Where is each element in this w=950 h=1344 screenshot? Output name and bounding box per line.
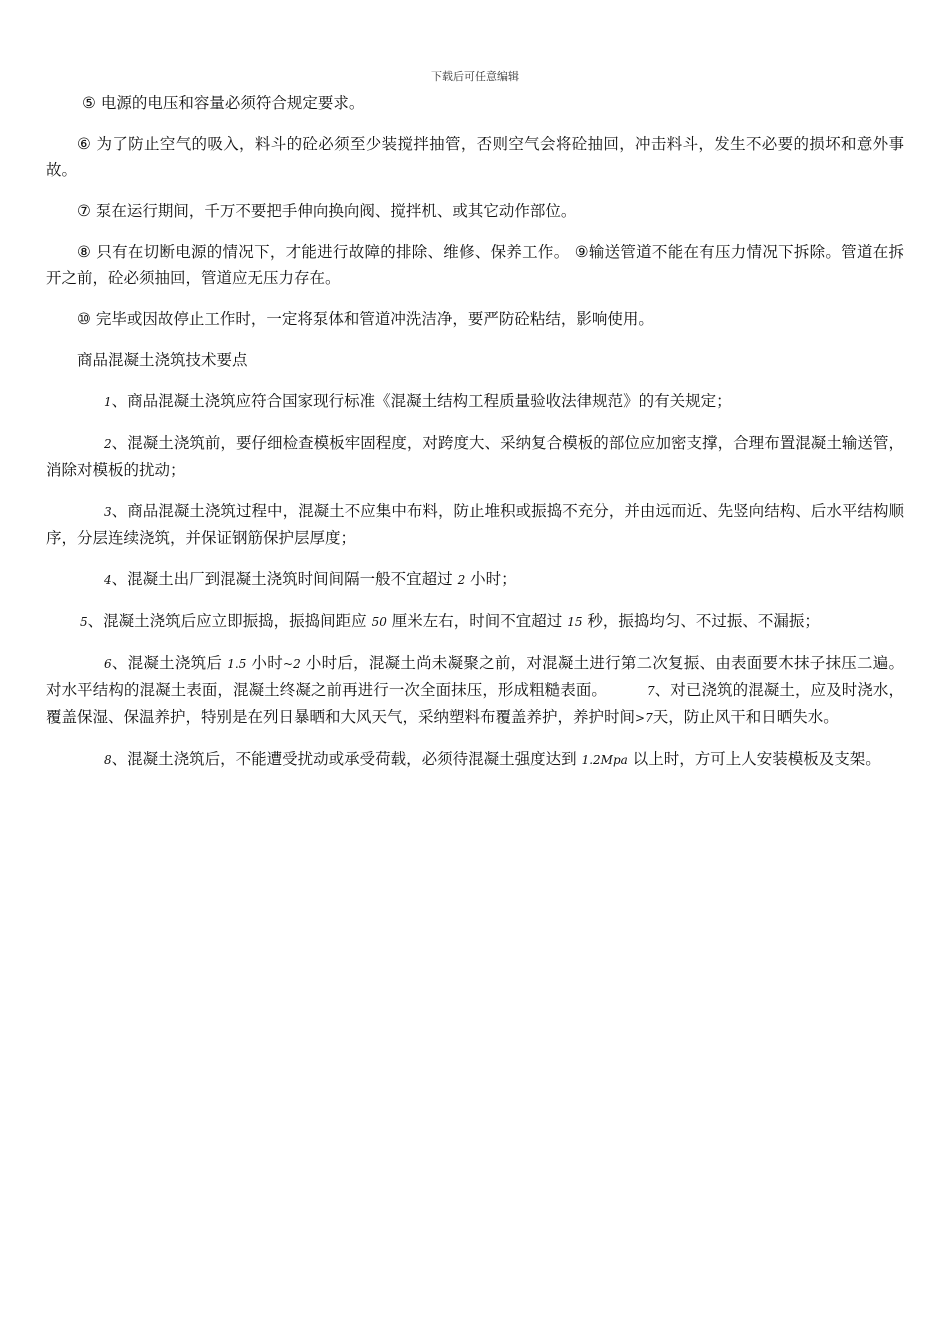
point-2 (46, 430, 904, 483)
point-text: 、混凝土出厂到混凝土浇筑时间间隔一般不宜超过 (111, 570, 458, 588)
point-text: 天，防止风干和日晒失水。 (652, 708, 839, 726)
point-value: ~2 (283, 657, 301, 671)
point-text: 小时后，混凝土尚未凝聚之前，对混凝土进行第二次复振、由表面要木抹子抹压二遍。对水平结构的混凝土表面，混凝土终凝之前再进行一次全面抹压，形成粗糙表面。 (46, 654, 904, 699)
point-text: 、混凝土浇筑后 (111, 654, 228, 672)
point-value: 2 (457, 573, 466, 587)
safety-item-8-9 (46, 239, 904, 291)
document-body (46, 90, 904, 788)
section-title: 商品混凝土浇筑技术要点 (77, 351, 248, 369)
safety-item-5: ⑤ 电源的电压和容量必须符合规定要求。 (82, 94, 365, 112)
point-number: 1 (104, 395, 112, 409)
safety-item-10: ⑩ 完毕或因故停止工作时，一定将泵体和管道冲洗洁净，要严防砼粘结，影响使用。 (77, 310, 654, 328)
point-text: 以上时，方可上人安装模板及支架。 (627, 750, 881, 768)
point-value: 1.5 (227, 657, 247, 671)
point-value: 15 (567, 615, 583, 629)
point-text: 厘米左右，时间不宜超过 (386, 612, 568, 630)
point-text: 、混凝土浇筑后应立即振捣，振捣间距应 (87, 612, 372, 630)
point-text: 、混凝土浇筑前，要仔细检查模板牢固程度，对跨度大、采纳复合模板的部位应加密支撑，合理布置混凝土输送管，消除对模板的扰动； (46, 434, 904, 479)
point-number: 6 (104, 657, 112, 671)
point-6-7 (46, 650, 904, 731)
point-text: 、对已浇筑的混凝土，应及时浇水，覆盖保湿、保温养护，特别是在列日暴晒和大风天气，采纳塑料布覆盖养护，养护时间 (46, 681, 904, 726)
point-value: >7 (635, 711, 653, 725)
safety-item-9: ⑨输送管道不能在有压力情况下拆除。管道在拆开之前，砼必须抽回，管道应无压力存在。 (46, 243, 904, 287)
point-number: 5 (80, 615, 88, 629)
point-value: 50 (371, 615, 387, 629)
safety-item-7: ⑦ 泵在运行期间，千万不要把手伸向换向阀、搅拌机、或其它动作部位。 (77, 202, 577, 220)
point-text: 、混凝土浇筑后，不能遭受扰动或承受荷载，必须待混凝土强度达到 (111, 750, 582, 768)
point-text: 、商品混凝土浇筑过程中，混凝土不应集中布料，防止堆积或振捣不充分，并由远而近、先竖向结构、后水平结构顺序，分层连续浇筑，并保证钢筋保护层厚度； (46, 502, 904, 547)
point-number: 4 (104, 573, 112, 587)
point-1 (46, 388, 904, 415)
point-3 (46, 498, 904, 551)
point-text: 秒，振捣均匀、不过振、不漏振； (582, 612, 820, 630)
safety-item-8: ⑧ 只有在切断电源的情况下，才能进行故障的排除、维修、保养工作。 (77, 243, 570, 261)
point-number: 7 (647, 684, 655, 698)
point-number: 2 (104, 437, 112, 451)
point-text: 小时 (246, 654, 284, 672)
safety-item-6: ⑥ 为了防止空气的吸入，料斗的砼必须至少装搅拌抽管，否则空气会将砼抽回，冲击料斗，发生不必要的损坏和意外事故。 (46, 135, 904, 179)
point-8 (46, 746, 904, 773)
point-text: 小时； (465, 570, 517, 588)
point-5 (46, 608, 904, 635)
point-text: 、商品混凝土浇筑应符合国家现行标准《混凝土结构工程质量验收法律规范》的有关规定； (111, 392, 732, 410)
point-4 (46, 566, 904, 593)
point-number: 8 (104, 753, 112, 767)
page-header: 下载后可任意编辑 (431, 70, 519, 83)
point-number: 3 (104, 505, 112, 519)
point-value: 1.2Mpa (581, 753, 628, 767)
